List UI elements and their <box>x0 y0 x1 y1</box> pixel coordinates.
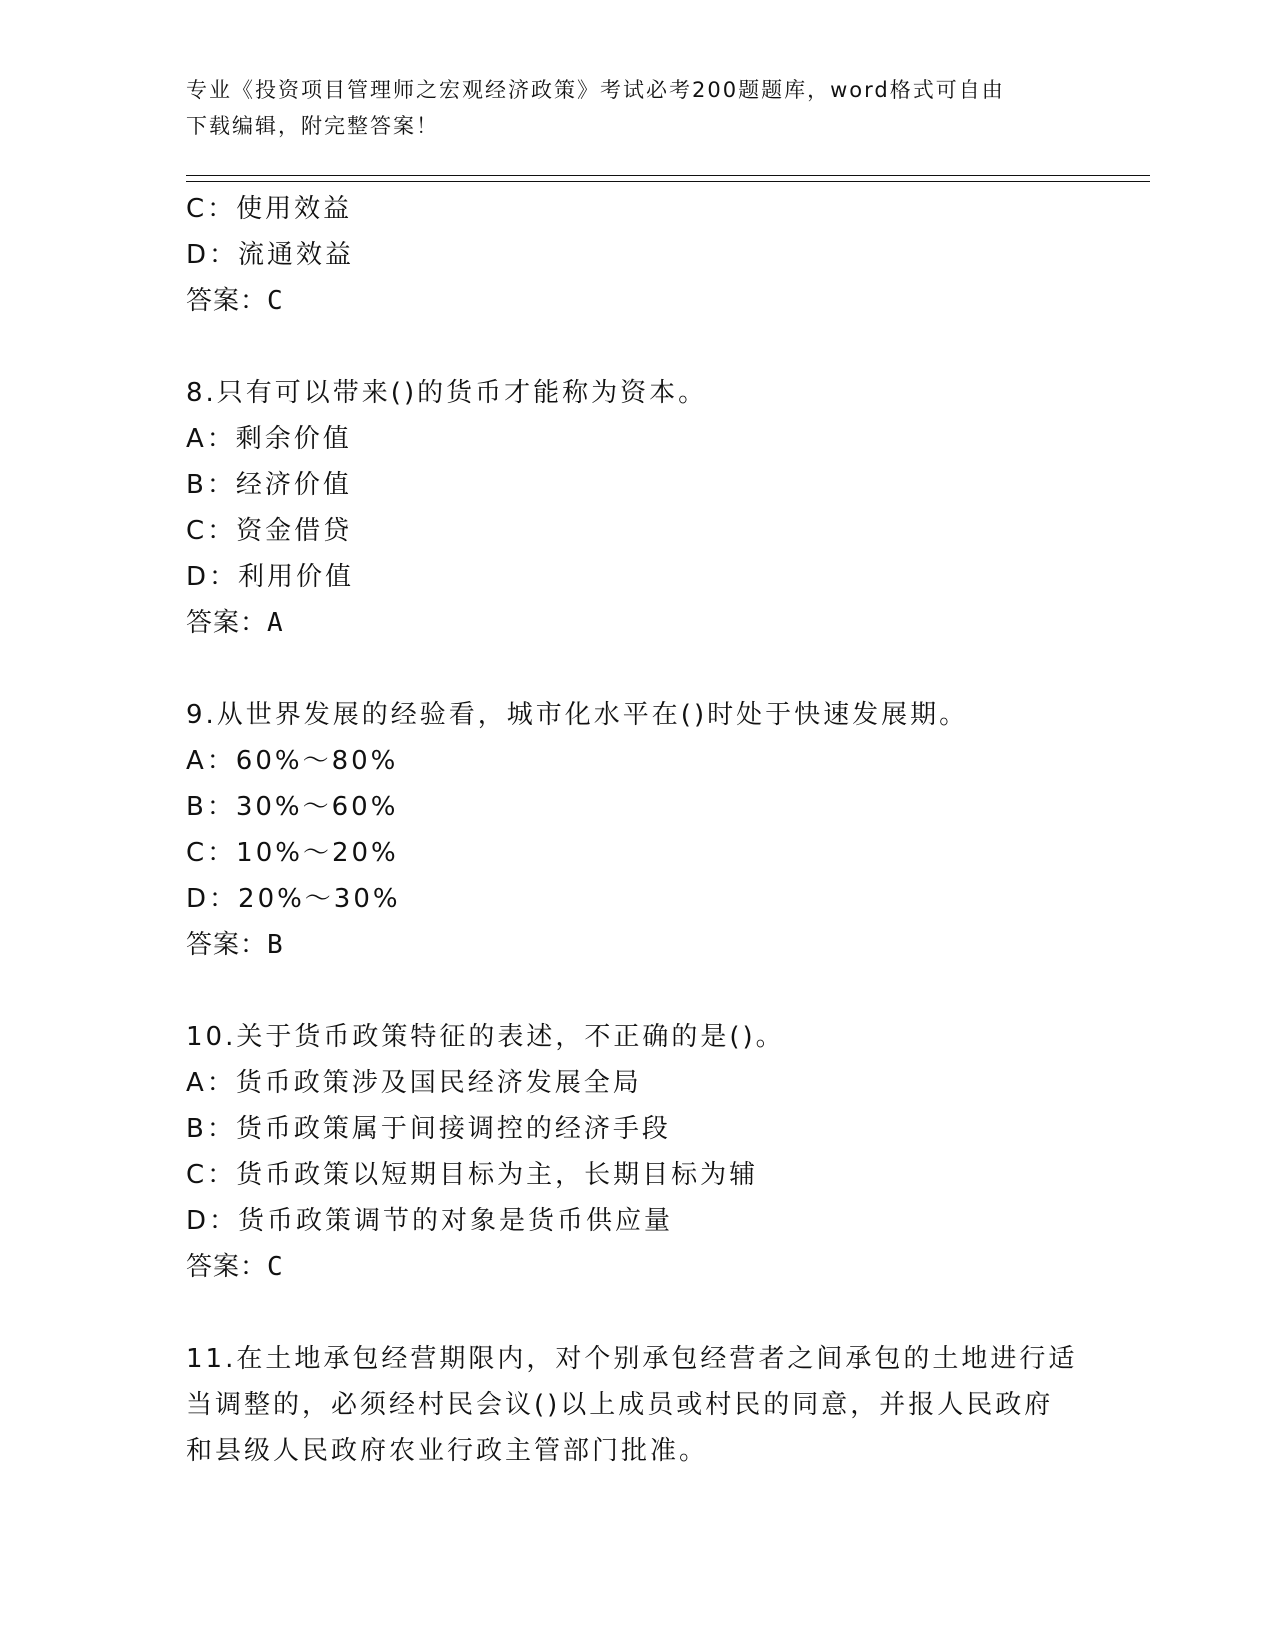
option-a: A：剩余价值 <box>186 424 352 454</box>
answer: 答案：C <box>186 1252 284 1282</box>
answer: 答案：C <box>186 286 284 316</box>
question-stem-line-2: 当调整的，必须经村民会议()以上成员或村民的同意，并报人民政府 <box>186 1390 1054 1420</box>
document-header <box>186 72 1086 144</box>
option-c: C：货币政策以短期目标为主，长期目标为辅 <box>186 1160 759 1190</box>
header-line-2: 下载编辑，附完整答案！ <box>186 114 439 138</box>
option-c: C：10%～20% <box>186 838 399 868</box>
header-line-1: 专业《投资项目管理师之宏观经济政策》考试必考200题题库，word格式可自由 <box>186 78 1005 102</box>
option-d: D：流通效益 <box>186 240 355 270</box>
option-d: D：货币政策调节的对象是货币供应量 <box>186 1206 674 1236</box>
answer: 答案：B <box>186 930 284 960</box>
option-d: D：利用价值 <box>186 562 355 592</box>
question-10 <box>186 1014 1086 1290</box>
option-d: D：20%～30% <box>186 884 401 914</box>
option-b: B：经济价值 <box>186 470 352 500</box>
option-c: C：使用效益 <box>186 194 353 224</box>
header-divider-top <box>186 175 1150 176</box>
option-c: C：资金借贷 <box>186 516 353 546</box>
question-8 <box>186 370 1086 646</box>
question-stem: 9.从世界发展的经验看，城市化水平在()时处于快速发展期。 <box>186 700 969 730</box>
option-b: B：货币政策属于间接调控的经济手段 <box>186 1114 671 1144</box>
question-list <box>186 186 1086 1474</box>
option-a: A：60%～80% <box>186 746 399 776</box>
option-a: A：货币政策涉及国民经济发展全局 <box>186 1068 642 1098</box>
question-11 <box>186 1336 1086 1474</box>
answer: 答案：A <box>186 608 284 638</box>
option-b: B：30%～60% <box>186 792 399 822</box>
header-divider-bottom <box>186 181 1150 182</box>
partial-question <box>186 186 1086 324</box>
question-stem: 10.关于货币政策特征的表述，不正确的是()。 <box>186 1022 785 1052</box>
question-stem-line-3: 和县级人民政府农业行政主管部门批准。 <box>186 1436 709 1466</box>
question-stem: 8.只有可以带来()的货币才能称为资本。 <box>186 378 708 408</box>
question-9 <box>186 692 1086 968</box>
question-stem-line-1: 11.在土地承包经营期限内，对个别承包经营者之间承包的土地进行适 <box>186 1344 1078 1374</box>
